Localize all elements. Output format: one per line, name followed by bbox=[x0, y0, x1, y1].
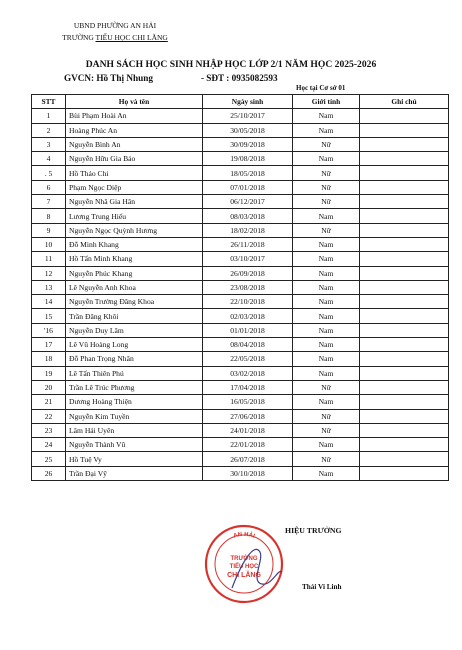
table-row bbox=[32, 352, 449, 366]
gender-cell: Nam bbox=[293, 280, 360, 294]
name-cell: Bùi Phạm Hoài An bbox=[66, 109, 203, 123]
stt-cell: '16 bbox=[32, 323, 66, 337]
dob-cell: 22/05/2018 bbox=[203, 352, 293, 366]
stt-cell: . 5 bbox=[32, 166, 66, 180]
note-cell bbox=[360, 438, 449, 452]
dob-cell: 25/10/2017 bbox=[203, 109, 293, 123]
gender-cell: Nữ bbox=[293, 137, 360, 151]
name-cell: Dương Hoàng Thiện bbox=[66, 395, 203, 409]
name-cell: Nguyễn Kim Tuyền bbox=[66, 409, 203, 423]
stamp-arc-text: AN HẢI bbox=[232, 531, 256, 540]
dob-cell: 26/07/2018 bbox=[203, 452, 293, 466]
note-cell bbox=[360, 109, 449, 123]
dob-cell: 24/01/2018 bbox=[203, 423, 293, 437]
gender-cell: Nam bbox=[293, 309, 360, 323]
table-row bbox=[32, 152, 449, 166]
gender-cell: Nữ bbox=[293, 409, 360, 423]
name-cell: Nguyễn Phúc Khang bbox=[66, 266, 203, 280]
school-header bbox=[40, 20, 190, 44]
table-row bbox=[32, 295, 449, 309]
note-cell bbox=[360, 137, 449, 151]
dob-cell: 26/11/2018 bbox=[203, 237, 293, 251]
dob-cell: 30/05/2018 bbox=[203, 123, 293, 137]
dob-cell: 17/04/2018 bbox=[203, 380, 293, 394]
gender-cell: Nam bbox=[293, 152, 360, 166]
note-cell bbox=[360, 166, 449, 180]
note-cell bbox=[360, 152, 449, 166]
note-cell bbox=[360, 366, 449, 380]
stt-cell: 18 bbox=[32, 352, 66, 366]
dob-cell: 27/06/2018 bbox=[203, 409, 293, 423]
gender-cell: Nam bbox=[293, 123, 360, 137]
dob-cell: 16/05/2018 bbox=[203, 395, 293, 409]
note-cell bbox=[360, 395, 449, 409]
table-row bbox=[32, 252, 449, 266]
gender-cell: Nam bbox=[293, 366, 360, 380]
school-prefix: TRƯỜNG bbox=[62, 33, 96, 42]
name-cell: Nguyễn Bình An bbox=[66, 137, 203, 151]
dob-cell: 22/10/2018 bbox=[203, 295, 293, 309]
gender-cell: Nam bbox=[293, 252, 360, 266]
note-cell bbox=[360, 237, 449, 251]
note-cell bbox=[360, 423, 449, 437]
stt-cell: 2 bbox=[32, 123, 66, 137]
teacher-line bbox=[64, 73, 278, 83]
name-cell: Trần Lê Trúc Phương bbox=[66, 380, 203, 394]
name-cell: Nguyễn Hữu Gia Bảo bbox=[66, 152, 203, 166]
dob-cell: 30/10/2018 bbox=[203, 466, 293, 480]
gender-cell: Nam bbox=[293, 338, 360, 352]
stt-cell: 10 bbox=[32, 237, 66, 251]
gender-cell: Nam bbox=[293, 323, 360, 337]
note-cell bbox=[360, 223, 449, 237]
name-cell: Nguyễn Trường Đăng Khoa bbox=[66, 295, 203, 309]
gender-cell: Nam bbox=[293, 466, 360, 480]
note-cell bbox=[360, 409, 449, 423]
gender-cell: Nam bbox=[293, 209, 360, 223]
note-cell bbox=[360, 252, 449, 266]
name-cell: Trần Đăng Khôi bbox=[66, 309, 203, 323]
table-row bbox=[32, 452, 449, 466]
stt-cell: 12 bbox=[32, 266, 66, 280]
stt-cell: 19 bbox=[32, 366, 66, 380]
note-cell bbox=[360, 380, 449, 394]
gender-cell: Nữ bbox=[293, 166, 360, 180]
stt-cell: 21 bbox=[32, 395, 66, 409]
school-stamp bbox=[202, 522, 286, 606]
table-row bbox=[32, 109, 449, 123]
name-cell: Phạm Ngọc Diệp bbox=[66, 180, 203, 194]
principal-title: HIỆU TRƯỞNG bbox=[285, 526, 342, 535]
gender-cell: Nữ bbox=[293, 195, 360, 209]
gender-cell: Nam bbox=[293, 266, 360, 280]
note-cell bbox=[360, 123, 449, 137]
principal-name: Thái Vi Linh bbox=[302, 583, 342, 591]
name-cell: Đỗ Phan Trọng Nhân bbox=[66, 352, 203, 366]
table-row bbox=[32, 438, 449, 452]
gender-cell: Nữ bbox=[293, 380, 360, 394]
gender-cell: Nữ bbox=[293, 180, 360, 194]
name-cell: Lâm Hải Uyên bbox=[66, 423, 203, 437]
gender-cell: Nam bbox=[293, 237, 360, 251]
note-cell bbox=[360, 266, 449, 280]
table-row bbox=[32, 195, 449, 209]
stt-cell: 11 bbox=[32, 252, 66, 266]
dob-cell: 06/12/2017 bbox=[203, 195, 293, 209]
school-name: TIỂU HỌC CHI LĂNG bbox=[95, 33, 168, 42]
table-row bbox=[32, 266, 449, 280]
stt-cell: 15 bbox=[32, 309, 66, 323]
dob-cell: 07/01/2018 bbox=[203, 180, 293, 194]
note-cell bbox=[360, 180, 449, 194]
gender-cell: Nam bbox=[293, 295, 360, 309]
student-table bbox=[31, 94, 449, 481]
name-cell: Lê Vũ Hoàng Long bbox=[66, 338, 203, 352]
table-row bbox=[32, 466, 449, 480]
table-row bbox=[32, 166, 449, 180]
stt-cell: 13 bbox=[32, 280, 66, 294]
name-cell: Hoàng Phúc An bbox=[66, 123, 203, 137]
gender-cell: Nam bbox=[293, 395, 360, 409]
dob-cell: 30/09/2018 bbox=[203, 137, 293, 151]
table-row bbox=[32, 209, 449, 223]
stamp-line-3: CHI LĂNG bbox=[227, 572, 261, 579]
table-row bbox=[32, 223, 449, 237]
stt-cell: 20 bbox=[32, 380, 66, 394]
teacher-name: GVCN: Hồ Thị Nhung bbox=[64, 73, 153, 83]
dob-cell: 08/04/2018 bbox=[203, 338, 293, 352]
name-cell: Hồ Tuệ Vy bbox=[66, 452, 203, 466]
dob-cell: 18/02/2018 bbox=[203, 223, 293, 237]
name-cell: Đỗ Minh Khang bbox=[66, 237, 203, 251]
name-cell: Nguyễn Nhã Gia Hân bbox=[66, 195, 203, 209]
name-cell: Hồ Thảo Chi bbox=[66, 166, 203, 180]
stt-cell: 4 bbox=[32, 152, 66, 166]
name-cell: Nguyễn Duy Lâm bbox=[66, 323, 203, 337]
stt-cell: 7 bbox=[32, 195, 66, 209]
stt-cell: 9 bbox=[32, 223, 66, 237]
name-cell: Nguyễn Thành Vũ bbox=[66, 438, 203, 452]
table-row bbox=[32, 137, 449, 151]
dob-cell: 03/10/2017 bbox=[203, 252, 293, 266]
stamp-line-2: TIỂU HỌC bbox=[229, 564, 259, 570]
note-cell bbox=[360, 209, 449, 223]
dob-cell: 02/03/2018 bbox=[203, 309, 293, 323]
table-row bbox=[32, 423, 449, 437]
dob-cell: 23/08/2018 bbox=[203, 280, 293, 294]
col-name: Họ và tên bbox=[66, 95, 203, 109]
table-row bbox=[32, 309, 449, 323]
name-cell: Hồ Tấn Minh Khang bbox=[66, 252, 203, 266]
stt-cell: 1 bbox=[32, 109, 66, 123]
gender-cell: Nữ bbox=[293, 452, 360, 466]
stt-cell: 17 bbox=[32, 338, 66, 352]
name-cell: Trần Đại Vỹ bbox=[66, 466, 203, 480]
note-cell bbox=[360, 323, 449, 337]
dob-cell: 19/08/2018 bbox=[203, 152, 293, 166]
stt-cell: 6 bbox=[32, 180, 66, 194]
table-row bbox=[32, 380, 449, 394]
stt-cell: 22 bbox=[32, 409, 66, 423]
stt-cell: 3 bbox=[32, 137, 66, 151]
dob-cell: 08/03/2018 bbox=[203, 209, 293, 223]
dob-cell: 22/01/2018 bbox=[203, 438, 293, 452]
stt-cell: 25 bbox=[32, 452, 66, 466]
dob-cell: 01/01/2018 bbox=[203, 323, 293, 337]
gender-cell: Nam bbox=[293, 352, 360, 366]
stt-cell: 26 bbox=[32, 466, 66, 480]
note-cell bbox=[360, 338, 449, 352]
note-cell bbox=[360, 195, 449, 209]
gender-cell: Nam bbox=[293, 109, 360, 123]
gender-cell: Nam bbox=[293, 438, 360, 452]
gender-cell: Nữ bbox=[293, 423, 360, 437]
dob-cell: 26/09/2018 bbox=[203, 266, 293, 280]
table-row bbox=[32, 123, 449, 137]
name-cell: Lê Tấn Thiên Phú bbox=[66, 366, 203, 380]
stt-cell: 23 bbox=[32, 423, 66, 437]
table-row bbox=[32, 366, 449, 380]
teacher-phone: - SĐT : 0935082593 bbox=[200, 73, 278, 83]
col-dob: Ngày sinh bbox=[203, 95, 293, 109]
table-row bbox=[32, 180, 449, 194]
col-stt: STT bbox=[32, 95, 66, 109]
table-header-row bbox=[32, 95, 449, 109]
note-cell bbox=[360, 466, 449, 480]
dob-cell: 18/05/2018 bbox=[203, 166, 293, 180]
dob-cell: 03/02/2018 bbox=[203, 366, 293, 380]
stt-cell: 14 bbox=[32, 295, 66, 309]
note-cell bbox=[360, 452, 449, 466]
table-row bbox=[32, 395, 449, 409]
stt-cell: 24 bbox=[32, 438, 66, 452]
document-title: DANH SÁCH HỌC SINH NHẬP HỌC LỚP 2/1 NĂM HỌC 2025-2026 bbox=[85, 59, 377, 70]
note-cell bbox=[360, 309, 449, 323]
note-cell bbox=[360, 280, 449, 294]
authority-name: UBND PHƯỜNG AN HẢI bbox=[73, 21, 157, 30]
col-note: Ghi chú bbox=[360, 95, 449, 109]
stt-cell: 8 bbox=[32, 209, 66, 223]
table-row bbox=[32, 409, 449, 423]
table-row bbox=[32, 323, 449, 337]
name-cell: Nguyễn Ngọc Quỳnh Hương bbox=[66, 223, 203, 237]
stamp-line-1: TRƯỜNG bbox=[230, 556, 258, 562]
name-cell: Lương Trung Hiếu bbox=[66, 209, 203, 223]
col-gender: Giới tính bbox=[293, 95, 360, 109]
campus-note: Học tại Cơ sở 01 bbox=[296, 84, 346, 92]
table-row bbox=[32, 338, 449, 352]
note-cell bbox=[360, 295, 449, 309]
gender-cell: Nữ bbox=[293, 223, 360, 237]
school-name-line bbox=[40, 32, 190, 44]
table-row bbox=[32, 280, 449, 294]
note-cell bbox=[360, 352, 449, 366]
name-cell: Lê Nguyễn Anh Khoa bbox=[66, 280, 203, 294]
table-row bbox=[32, 237, 449, 251]
